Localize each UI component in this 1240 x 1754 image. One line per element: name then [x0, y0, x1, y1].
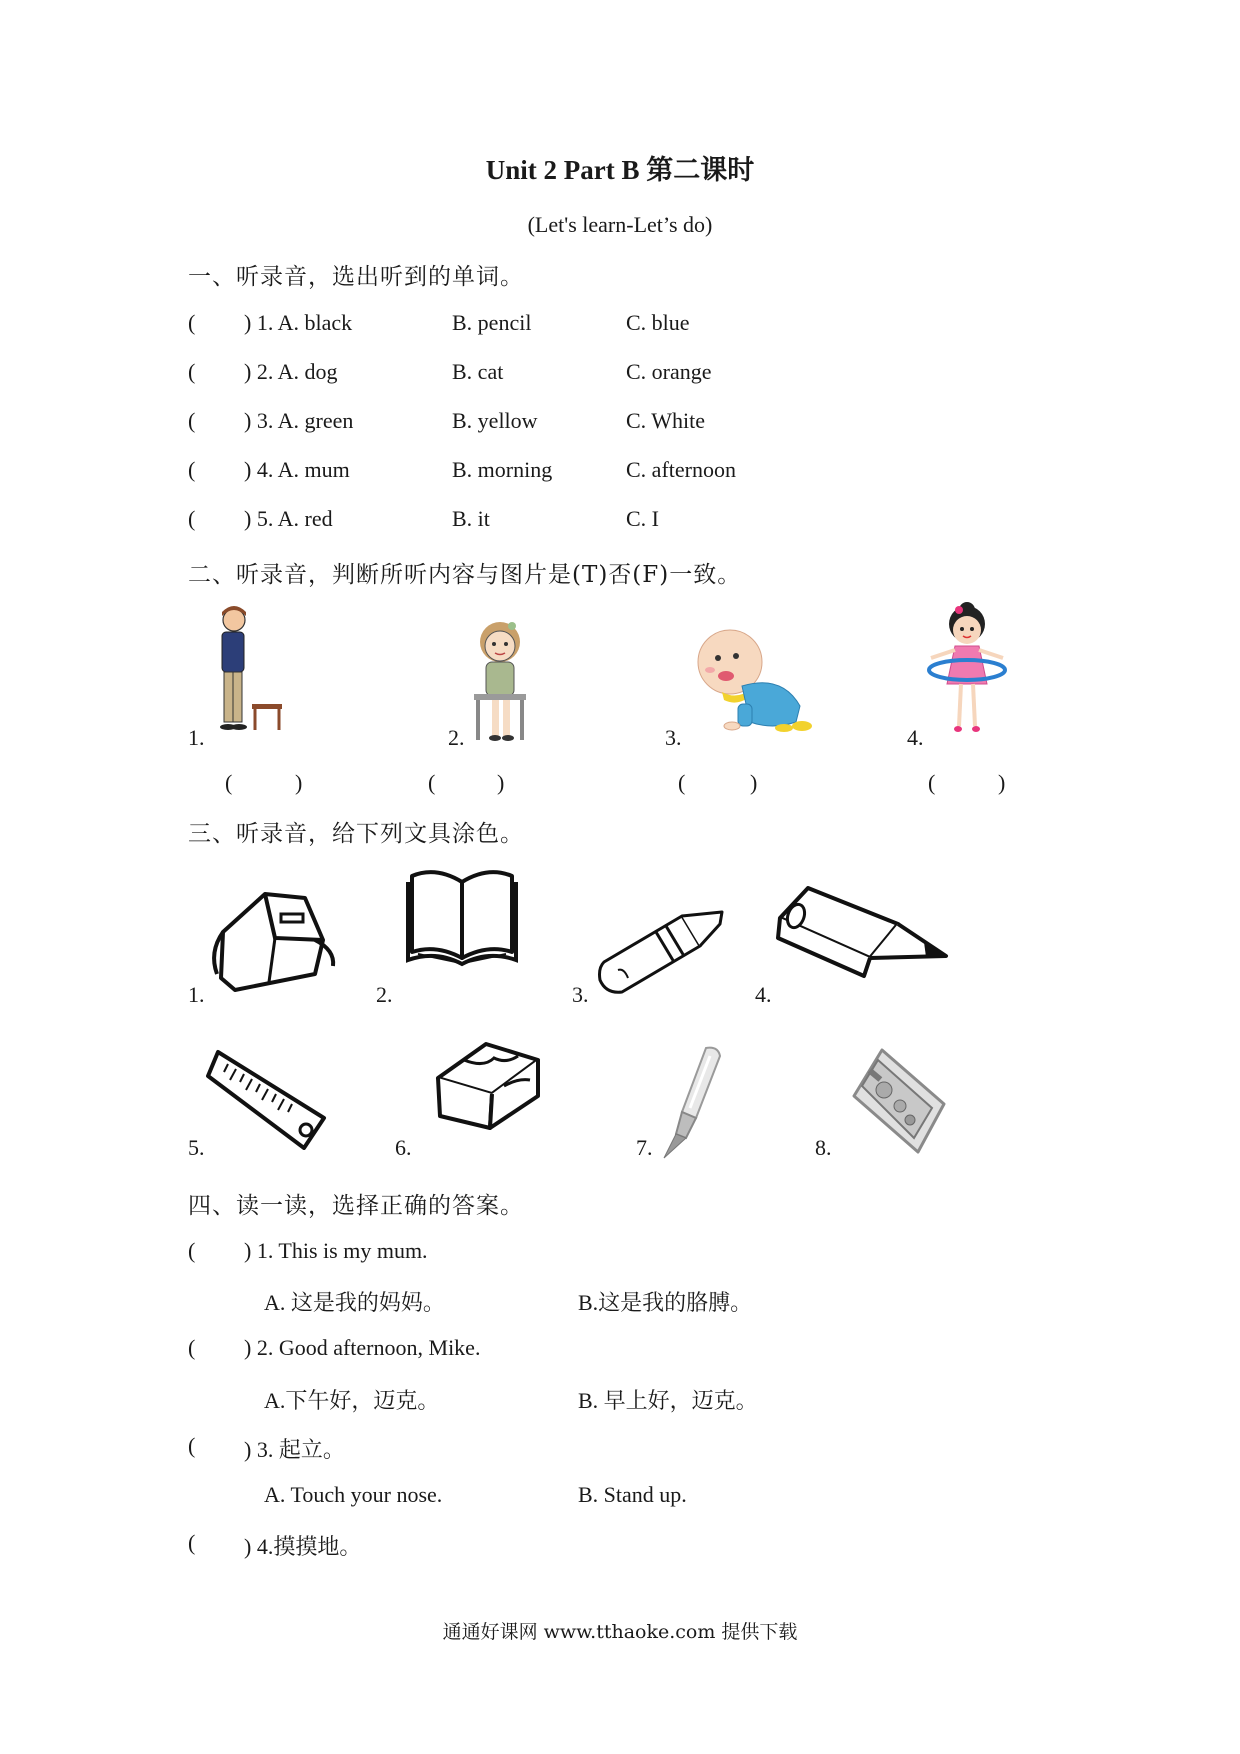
girl-sitting-picture	[462, 616, 540, 744]
item-label: 5.	[188, 1135, 205, 1160]
pen-icon	[656, 1042, 726, 1160]
question-option-a: ) 3. A. green	[244, 408, 354, 433]
answer-paren: (	[188, 408, 196, 433]
question-option-b: B. morning	[452, 457, 553, 482]
question-option-c: C. blue	[626, 310, 690, 335]
bag-icon	[205, 882, 340, 1000]
answer-open-paren: (	[225, 770, 233, 795]
section4-heading: 四、读一读，选择正确的答案。	[188, 1193, 524, 1219]
question-option-a: ) 1. A. black	[244, 310, 353, 335]
answer-paren: (	[188, 1335, 196, 1360]
girl-hoop-picture	[925, 600, 1009, 740]
option-a: A. Touch your nose.	[264, 1482, 443, 1507]
pencil-box-icon	[848, 1046, 948, 1156]
question-option-a: ) 2. A. dog	[244, 359, 338, 384]
question-option-b: B. pencil	[452, 310, 532, 335]
ruler-icon	[204, 1048, 328, 1150]
option-b: B. Stand up.	[578, 1482, 687, 1507]
item-label: 7.	[636, 1135, 653, 1160]
answer-paren: (	[188, 506, 196, 531]
option-a: A.下午好，迈克。	[264, 1388, 440, 1413]
item-label: 6.	[395, 1135, 412, 1160]
picture-label: 2.	[448, 725, 465, 750]
question-option-a: ) 4. A. mum	[244, 457, 350, 482]
crayon-icon	[594, 902, 730, 998]
item-label: 8.	[815, 1135, 832, 1160]
section1-heading: 一、听录音，选出听到的单词。	[188, 264, 524, 290]
page-title: Unit 2 Part B 第二课时	[485, 155, 755, 185]
answer-close-paren: )	[497, 770, 505, 795]
answer-open-paren: (	[678, 770, 686, 795]
answer-paren: (	[188, 310, 196, 335]
question-text: ) 2. Good afternoon, Mike.	[244, 1335, 481, 1360]
section3-heading: 三、听录音，给下列文具涂色。	[188, 821, 524, 847]
item-label: 1.	[188, 982, 205, 1007]
question-option-c: C. White	[626, 408, 706, 433]
answer-paren: (	[188, 1530, 196, 1555]
option-b: B. 早上好，迈克。	[578, 1388, 758, 1413]
answer-close-paren: )	[998, 770, 1006, 795]
question-option-c: C. I	[626, 506, 659, 531]
question-option-c: C. orange	[626, 359, 712, 384]
answer-paren: (	[188, 457, 196, 482]
answer-close-paren: )	[295, 770, 303, 795]
question-option-c: C. afternoon	[626, 457, 736, 482]
question-option-b: B. cat	[452, 359, 504, 384]
item-label: 3.	[572, 982, 589, 1007]
answer-open-paren: (	[928, 770, 936, 795]
item-label: 2.	[376, 982, 393, 1007]
answer-close-paren: )	[750, 770, 758, 795]
picture-label: 1.	[188, 725, 205, 750]
item-label: 4.	[755, 982, 772, 1007]
footer-credit: 通通好课网 www.tthaoke.com 提供下载	[442, 1621, 798, 1643]
picture-label: 3.	[665, 725, 682, 750]
question-option-a: ) 5. A. red	[244, 506, 333, 531]
page-subtitle: (Let's learn-Let’s do)	[527, 212, 713, 237]
answer-open-paren: (	[428, 770, 436, 795]
answer-paren: (	[188, 1238, 196, 1263]
question-option-b: B. it	[452, 506, 490, 531]
question-option-b: B. yellow	[452, 408, 538, 433]
answer-paren: (	[188, 359, 196, 384]
question-text: ) 4.摸摸地。	[244, 1534, 362, 1559]
answer-paren: (	[188, 1433, 196, 1458]
picture-label: 4.	[907, 725, 924, 750]
question-text: ) 3. 起立。	[244, 1437, 345, 1462]
boy-standing-picture	[210, 606, 290, 740]
section2-heading: 二、听录音，判断所听内容与图片是(T)否(F)一致。	[188, 562, 742, 588]
question-text: ) 1. This is my mum.	[244, 1238, 428, 1263]
baby-crawling-picture	[692, 626, 814, 738]
book-icon	[406, 862, 518, 968]
eraser-icon	[434, 1038, 542, 1130]
pencil-icon	[774, 880, 952, 980]
option-b: B.这是我的胳膊。	[578, 1290, 753, 1315]
option-a: A. 这是我的妈妈。	[264, 1290, 445, 1315]
